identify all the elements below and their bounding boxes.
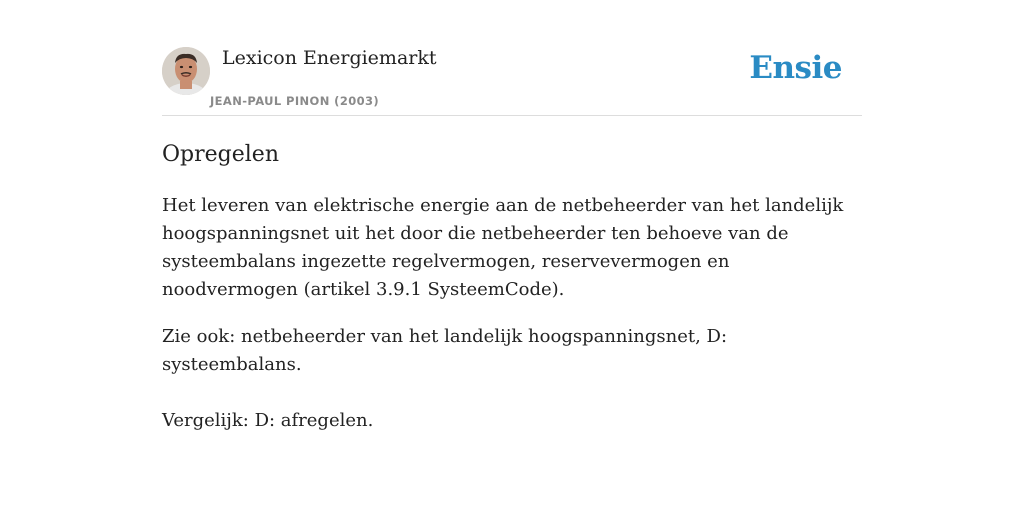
book-title[interactable]: Lexicon Energiemarkt — [222, 47, 437, 69]
see-also-text: Zie ook: netbeheerder van het landelijk hoogspanningsnet, D: systeembalans. — [162, 326, 728, 375]
ensie-logo[interactable]: Ensie — [749, 50, 842, 86]
entry-definition: Het leveren van elektrische energie aan de netbeheerder van het landelijk hoogspanningsnet uit het door die netbeheerder ten behoeve van de systeembalans ingezette regelvermogen, reservevermogen en noodvermogen (artikel 3.9.1 SysteemCode). — [162, 195, 844, 300]
author-portrait-icon — [162, 47, 210, 95]
entry-card — [162, 40, 862, 435]
author-avatar — [162, 47, 210, 95]
entry-header — [162, 40, 862, 116]
compare-text: Vergelijk: D: afregelen. — [162, 410, 374, 431]
entry-title: Opregelen — [162, 142, 279, 167]
author-name[interactable]: JEAN-PAUL PINON (2003) — [210, 94, 380, 108]
